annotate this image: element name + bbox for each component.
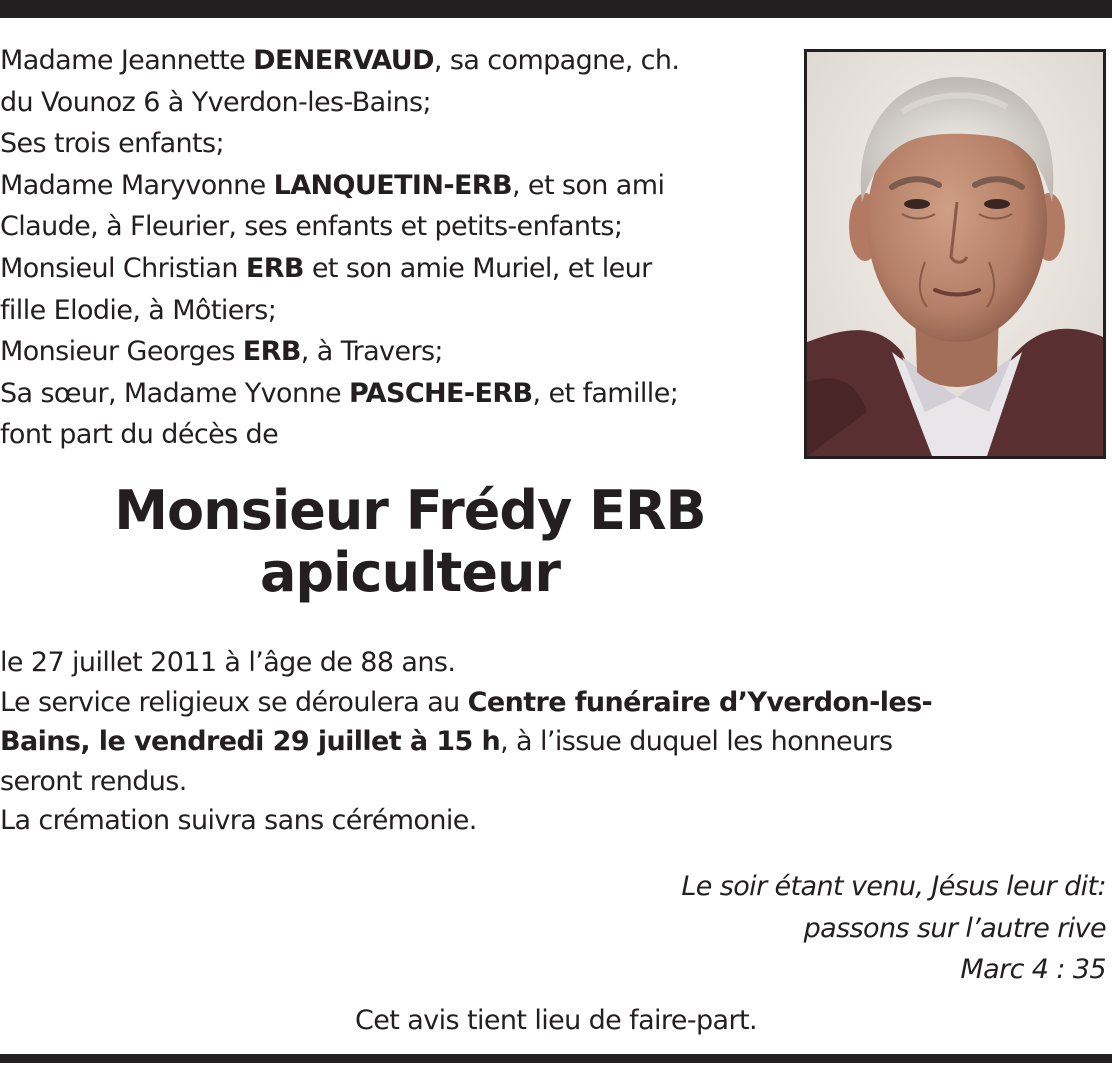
text-segment: et son amie Muriel, et leur (303, 252, 652, 284)
details-line: seront rendus. (0, 765, 187, 797)
text-segment: , sa compagne, ch. (433, 45, 680, 76)
text-segment: Le service religieux se déroulera au (0, 686, 468, 718)
family-name: PASCHE-ERB (348, 377, 533, 409)
deceased-heading (0, 480, 820, 604)
announcement-line: du Vounoz 6 à Yverdon-les-Bains; (0, 86, 431, 118)
family-name: ERB (242, 336, 301, 368)
announcement-line (0, 248, 790, 290)
family-name: ERB (245, 252, 304, 284)
text-segment: , et son ami (511, 169, 665, 201)
deceased-name: Monsieur Frédy ERB (114, 479, 706, 542)
text-segment: , à l’issue duquel les honneurs (500, 726, 893, 757)
announcement-line: fille Elodie, à Môtiers; (0, 294, 277, 326)
family-name: LANQUETIN-ERB (273, 169, 512, 201)
bible-verse (506, 866, 1106, 991)
portrait-photo (804, 49, 1106, 459)
service-location: Centre funéraire d’Yverdon-les- (467, 686, 933, 718)
details-line: La crémation suivra sans cérémonie. (0, 805, 477, 836)
deceased-occupation: apiculteur (259, 541, 561, 604)
service-details (0, 643, 1112, 841)
closing-note: Cet avis tient lieu de faire-part. (355, 1005, 757, 1036)
portrait-image (807, 52, 1103, 456)
details-line (0, 722, 1112, 762)
service-datetime: Bains, le vendredi 29 juillet à 15 h (0, 726, 501, 757)
top-rule (0, 0, 1112, 18)
text-segment: , et famille; (532, 377, 679, 409)
verse-reference: Marc 4 : 35 (960, 954, 1106, 986)
family-name: DENERVAUD (253, 45, 434, 76)
text-segment: Monsieur Georges (0, 336, 243, 368)
announcement-line: Claude, à Fleurier, ses enfants et petits-enfants; (0, 211, 623, 243)
text-segment: Madame Jeannette (0, 45, 254, 76)
announcement-line (0, 165, 790, 207)
announcement-line: Ses trois enfants; (0, 128, 224, 160)
verse-line: passons sur l’autre rive (803, 912, 1106, 944)
announcement-line (0, 331, 790, 373)
announcement-line (0, 40, 790, 82)
text-segment: , à Travers; (300, 336, 443, 368)
verse-line: Le soir étant venu, Jésus leur dit: (681, 871, 1106, 902)
bottom-rule (0, 1054, 1112, 1063)
family-announcement (0, 40, 790, 456)
text-segment: Sa sœur, Madame Yvonne (0, 377, 349, 409)
announcement-line: font part du décès de (0, 419, 279, 451)
text-segment: Madame Maryvonne (0, 169, 274, 201)
text-segment: Monsieul Christian (0, 252, 246, 284)
details-line (0, 683, 1112, 723)
details-line: le 27 juillet 2011 à l’âge de 88 ans. (0, 647, 456, 678)
announcement-line (0, 373, 790, 415)
